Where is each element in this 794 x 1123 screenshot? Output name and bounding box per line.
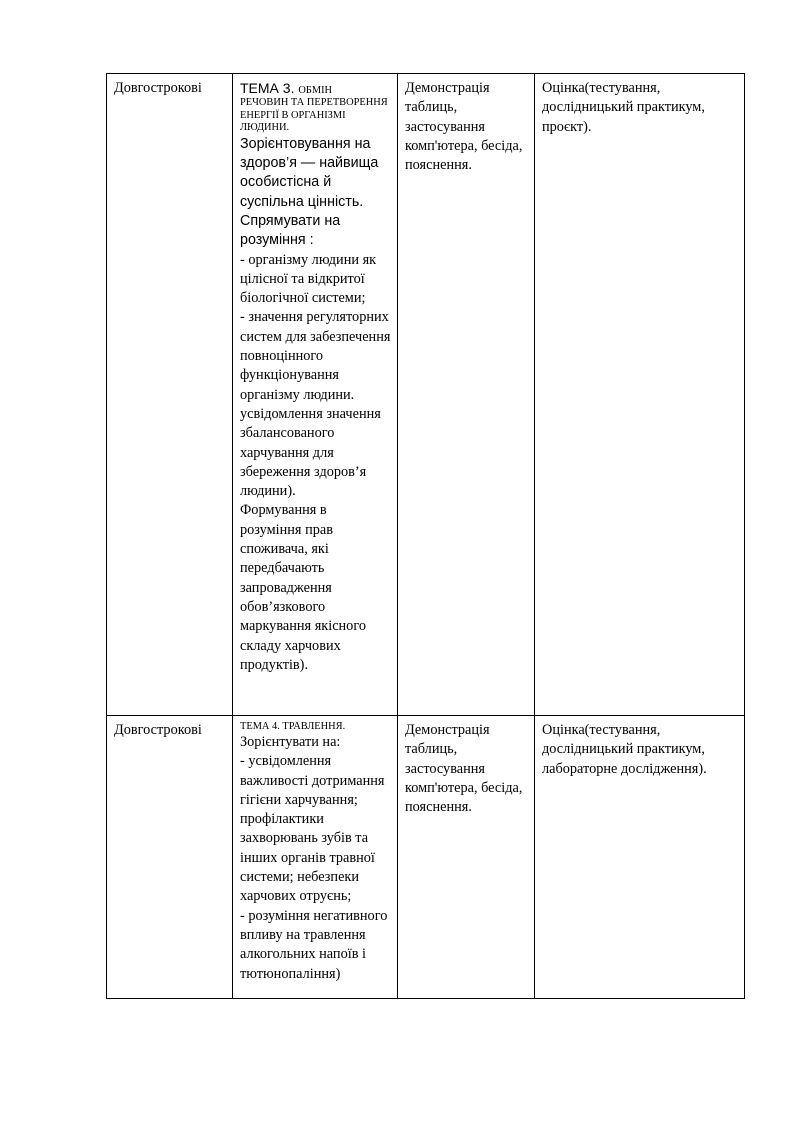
- methods-cell: [398, 716, 535, 999]
- content-text-sans: Зорієнтовування на здоров’я — найвища особистісна й суспільна цінність. Спрямувати на розуміння :: [240, 135, 379, 249]
- assessment-cell: [535, 74, 745, 716]
- assessment-text: Оцінка(тестування, дослідницький практикум, проєкт).: [542, 80, 705, 135]
- content-text: - організму людини як цілісної та відкритої біологічної системи; - значення регуляторних систем для забезпечення повноцінного функціонування організму людини. усвідомлення значення збалансованого харчування для збереження здоров’я людини). Формування в розуміння прав споживача, які передбачають запровадження обов’язкового маркування якісного складу харчових продуктів).: [240, 251, 391, 673]
- lesson-plan-table: [106, 73, 745, 999]
- term-text: Довгострокові: [114, 80, 202, 96]
- term-cell: [107, 74, 233, 716]
- methods-text: Демонстрація таблиць, застосування комп'ютера, бесіда, пояснення.: [405, 722, 523, 816]
- theme-title-big: ТЕМА 3.: [240, 80, 295, 96]
- content-text: Зорієнтувати на: - усвідомлення важливості дотримання гігієни харчування; профілактики захворювань зубів та інших органів травної системи; небезпеки харчових отруєнь; - розуміння негативного впливу на травлення алкогольних напоїв і тютюнопаління): [240, 734, 388, 982]
- theme-title-small: ОБМІН: [298, 85, 333, 96]
- content-cell: [233, 74, 398, 716]
- table-row: [107, 74, 745, 716]
- term-cell: [107, 716, 233, 999]
- term-text: Довгострокові: [114, 722, 202, 738]
- assessment-text: Оцінка(тестування, дослідницький практикум, лабораторне дослідження).: [542, 722, 707, 777]
- table-row: [107, 716, 745, 999]
- assessment-cell: [535, 716, 745, 999]
- methods-cell: [398, 74, 535, 716]
- theme-title-tail: РЕЧОВИН ТА ПЕРЕТВОРЕННЯ ЕНЕРГІЇ В ОРГАНІЗМІ ЛЮДИНИ.: [240, 97, 388, 134]
- theme-title: ТЕМА 4. ТРАВЛЕННЯ.: [240, 721, 346, 732]
- theme-title: [240, 79, 391, 135]
- methods-text: Демонстрація таблиць, застосування комп'ютера, бесіда, пояснення.: [405, 80, 523, 174]
- content-cell: [233, 716, 398, 999]
